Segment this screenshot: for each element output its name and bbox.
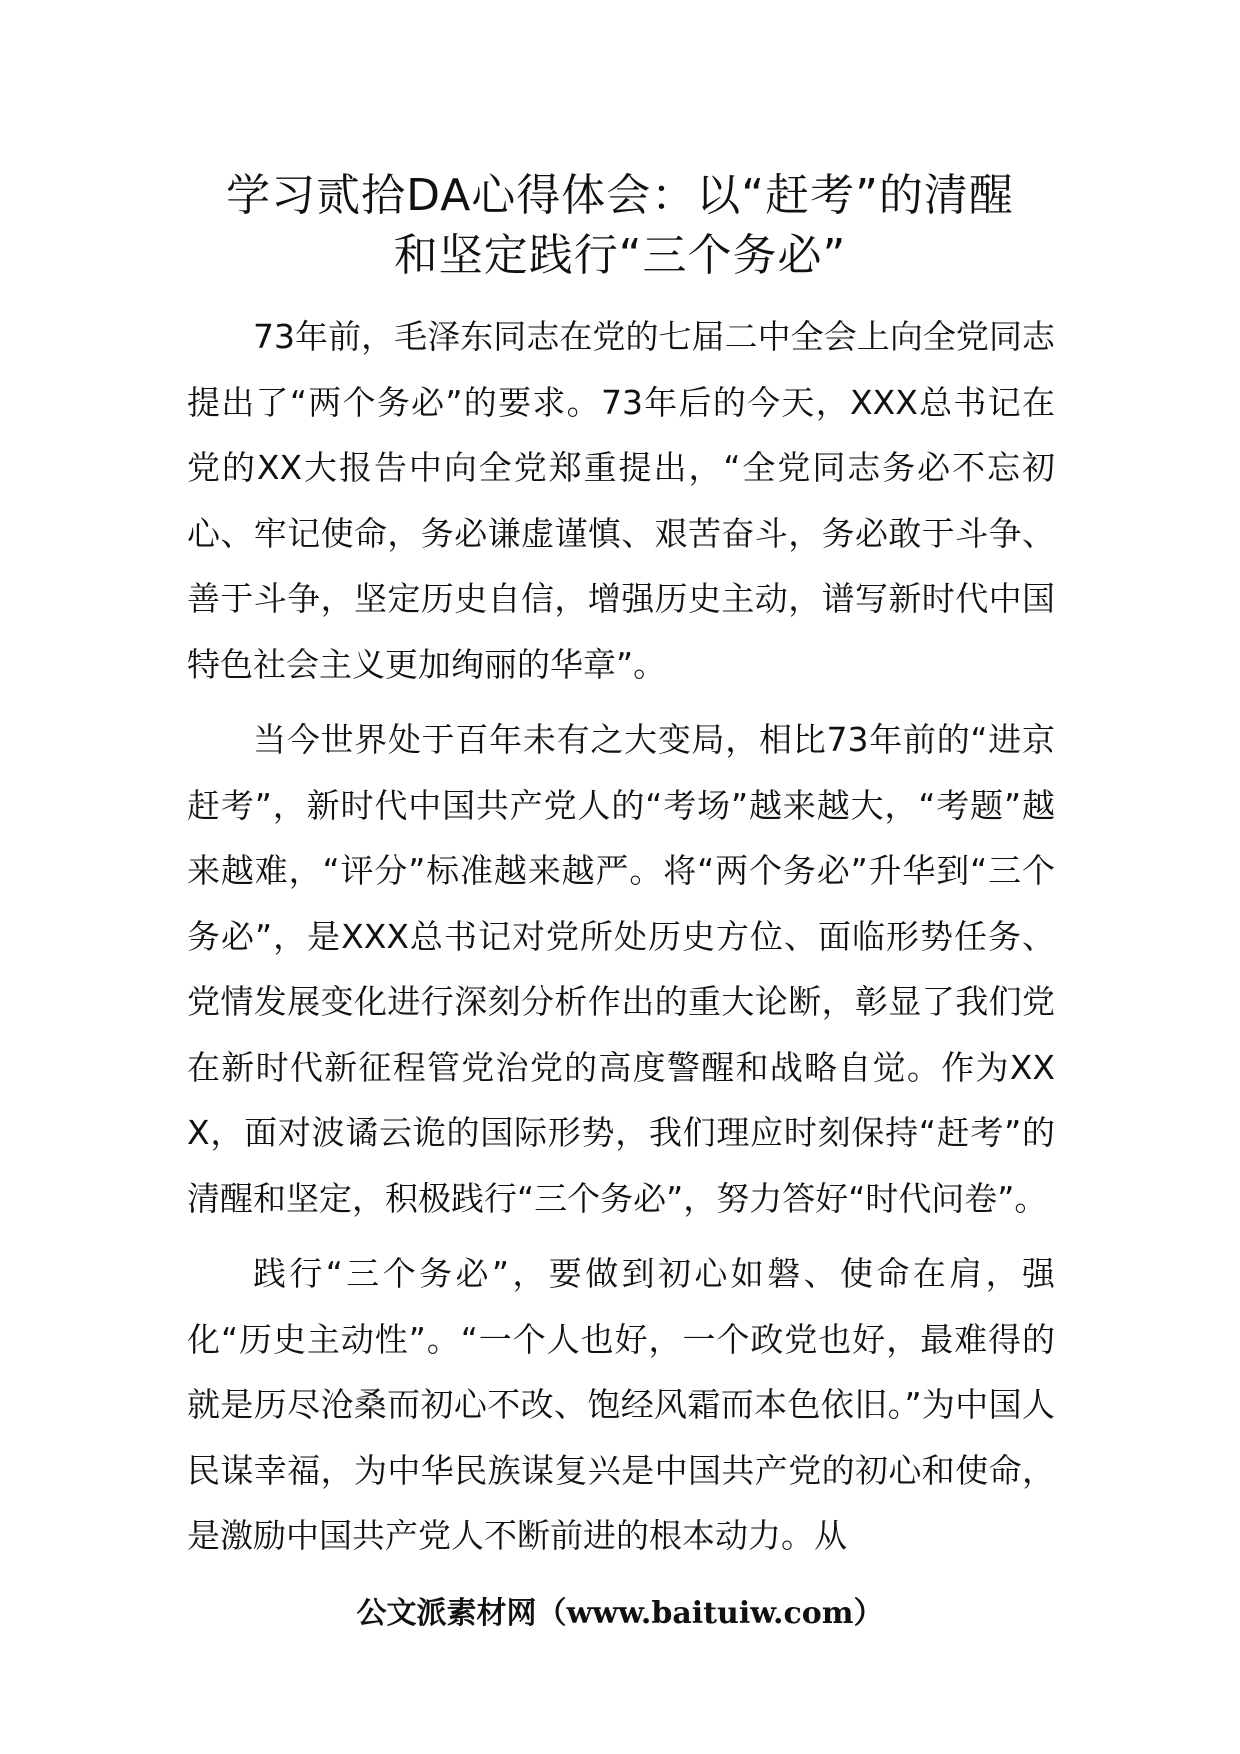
- paragraph-2: 当今世界处于百年未有之大变局，相比73年前的“进京赶考”，新时代中国共产党人的“考场”越来越大，“考题”越来越难，“评分”标准越来越严。将“两个务必”升华到“三个务必”，是XXX总书记对党所处历史方位、面临形势任务、党情发展变化进行深刻分析作出的重大论断，彰显了我们党在新时代新征程管党治党的高度警醒和战略自觉。作为XXX，面对波谲云诡的国际形势，我们理应时刻保持“赶考”的清醒和坚定，积极践行“三个务必”，努力答好“时代问卷”。: [187, 720, 1055, 1218]
- title-line-1: 学习贰拾DA心得体会：以“赶考”的清醒: [226, 170, 1014, 221]
- paragraph-1: 73年前，毛泽东同志在党的七届二中全会上向全党同志提出了“两个务必”的要求。73年后的今天，XXX总书记在党的XX大报告中向全党郑重提出，“全党同志务必不忘初心、牢记使命，务必谦虚谨慎、艰苦奋斗，务必敢于斗争、善于斗争，坚定历史自信，增强历史主动，谱写新时代中国特色社会主义更加绚丽的华章”。: [187, 317, 1055, 684]
- document-title: [170, 166, 1070, 286]
- paragraph-3: 践行“三个务必”，要做到初心如磐、使命在肩，强化“历史主动性”。“一个人也好，一个政党也好，最难得的就是历尽沧桑而初心不改、饱经风霜而本色依旧。”为中国人民谋幸福，为中华民族谋复兴是中国共产党的初心和使命，是激励中国共产党人不断前进的根本动力。从: [187, 1254, 1055, 1555]
- footer-source: 公文派素材网（www.baituiw.com）: [356, 1596, 884, 1631]
- document-body: [187, 304, 1055, 1573]
- title-line-2: 和坚定践行“三个务必”: [393, 230, 847, 281]
